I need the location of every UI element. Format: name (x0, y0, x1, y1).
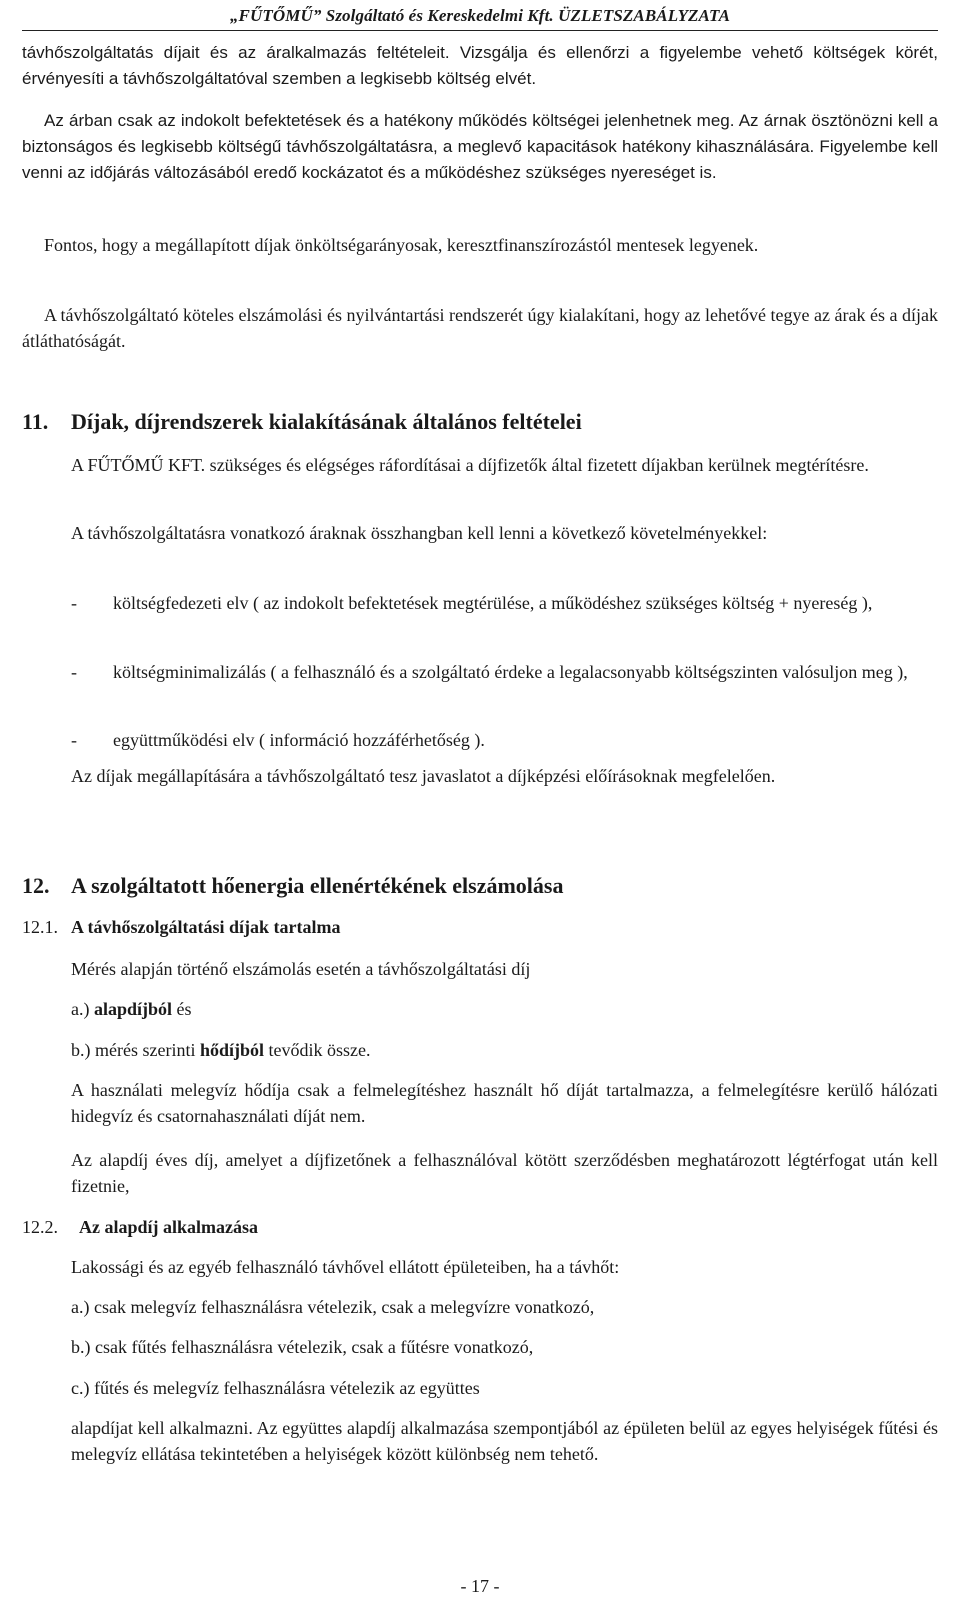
list-item-text: költségfedezeti elv ( az indokolt befektetések megtérülése, a működéshez szükséges költség + nyereség ), (113, 593, 873, 613)
subsection-title: A távhőszolgáltatási díjak tartalma (71, 917, 341, 937)
condition-a: a.) csak melegvíz felhasználásra vételezik, csak a melegvízre vonatkozó, (71, 1297, 595, 1317)
condition-b: b.) csak fűtés felhasználásra vételezik, csak a fűtésre vonatkozó, (71, 1337, 534, 1357)
fee-component-b (71, 1037, 938, 1063)
section-11-paragraph-2: A távhőszolgáltatásra vonatkozó áraknak összhangban kell lenni a következő követelményekkel: (71, 523, 768, 543)
intro-paragraph-1: távhőszolgáltatás díjait és az áralkalmazás feltételeit. Vizsgálja és ellenőrzi a figyelembe vehető költségek körét, érvényesíti a távhőszolgáltatóval szemben a legkisebb költség elvét. (22, 43, 938, 88)
section-11-paragraph-1: A FŰTŐMŰ KFT. szükséges és elégséges ráfordításai a díjfizetők által fizetett díjakban kerülnek megtérítésre. (71, 455, 869, 475)
subsection-12-2-paragraph-1: Lakossági és az egyéb felhasználó távhővel ellátott épületeiben, ha a távhőt: (71, 1257, 620, 1277)
fee-suffix: és (172, 999, 192, 1019)
section-number: 11. (22, 409, 49, 434)
fee-component-a (71, 996, 938, 1022)
list-dash: - (71, 730, 77, 750)
subsection-12-2-paragraph-2: alapdíjat kell alkalmazni. Az együttes alapdíj alkalmazása szempontjából az épületen belül az egyes helyiségek fűtési és melegvíz ellátása tekintetében a helyiségek között különbség nem tehető. (71, 1418, 938, 1464)
section-title: Díjak, díjrendszerek kialakításának általános feltételei (71, 409, 582, 434)
intro-paragraph-4: A távhőszolgáltató köteles elszámolási és nyilvántartási rendszerét úgy kialakítani, hogy az lehetővé tegye az árak és a díjak átláthatóságát. (22, 305, 938, 351)
fee-name-bold: alapdíjból (93, 999, 173, 1019)
condition-c: c.) fűtés és melegvíz felhasználásra vételezik az együttes (71, 1378, 480, 1398)
section-number: 12. (22, 873, 50, 898)
intro-paragraph-3: Fontos, hogy a megállapított díjak önköltségarányosak, keresztfinanszírozástól mentesek legyenek. (44, 235, 759, 255)
fee-suffix: tevődik össze. (263, 1040, 371, 1060)
list-item-text: költségminimalizálás ( a felhasználó és a szolgáltató érdeke a legalacsonyabb költségszinten valósuljon meg ), (113, 662, 908, 682)
fee-name-bold: hődíjból (199, 1040, 264, 1060)
subsection-12-1-paragraph-1: Mérés alapján történő elszámolás esetén a távhőszolgáltatási díj (71, 959, 531, 979)
subsection-title: Az alapdíj alkalmazása (79, 1217, 259, 1237)
list-dash: - (71, 593, 77, 613)
page-number: - 17 - (460, 1576, 500, 1596)
list-dash: - (71, 662, 77, 682)
section-11-paragraph-3: Az díjak megállapítására a távhőszolgáltató tesz javaslatot a díjképzési előírásoknak megfelelően. (71, 766, 776, 786)
fee-prefix: b.) mérés szerinti (71, 1040, 200, 1060)
fee-prefix: a.) (71, 999, 94, 1019)
subsection-12-1-paragraph-2: A használati melegvíz hődíja csak a felmelegítéshez használt hő díját tartalmazza, a felmelegítésre kerülő hálózati hidegvíz és csatornahasználati díját nem. (71, 1080, 938, 1126)
list-item-text: együttműködési elv ( információ hozzáférhetőség ). (113, 730, 485, 750)
subsection-12-1-paragraph-3: Az alapdíj éves díj, amelyet a díjfizetőnek a felhasználóval kötött szerződésben meghatározott légtérfogat után kell fizetnie, (71, 1150, 938, 1196)
page-header: „FŰTŐMŰ” Szolgáltató és Kereskedelmi Kft. ÜZLETSZABÁLYZATA (229, 6, 731, 25)
intro-paragraph-2: Az árban csak az indokolt befektetések és a hatékony működés költségei jelenhetnek meg. Az árnak ösztönözni kell a biztonságos és legkisebb költségű távhőszolgáltatásra, a meglevő kapacitások hatékony kihasználására. Figyelembe kell venni az időjárás változásából eredő kockázatot és a működéshez szükséges nyereséget is. (22, 111, 938, 182)
subsection-number: 12.2. (22, 1217, 58, 1237)
header-rule (22, 30, 938, 31)
section-title: A szolgáltatott hőenergia ellenértékének elszámolása (71, 873, 564, 898)
subsection-number: 12.1. (22, 917, 58, 937)
